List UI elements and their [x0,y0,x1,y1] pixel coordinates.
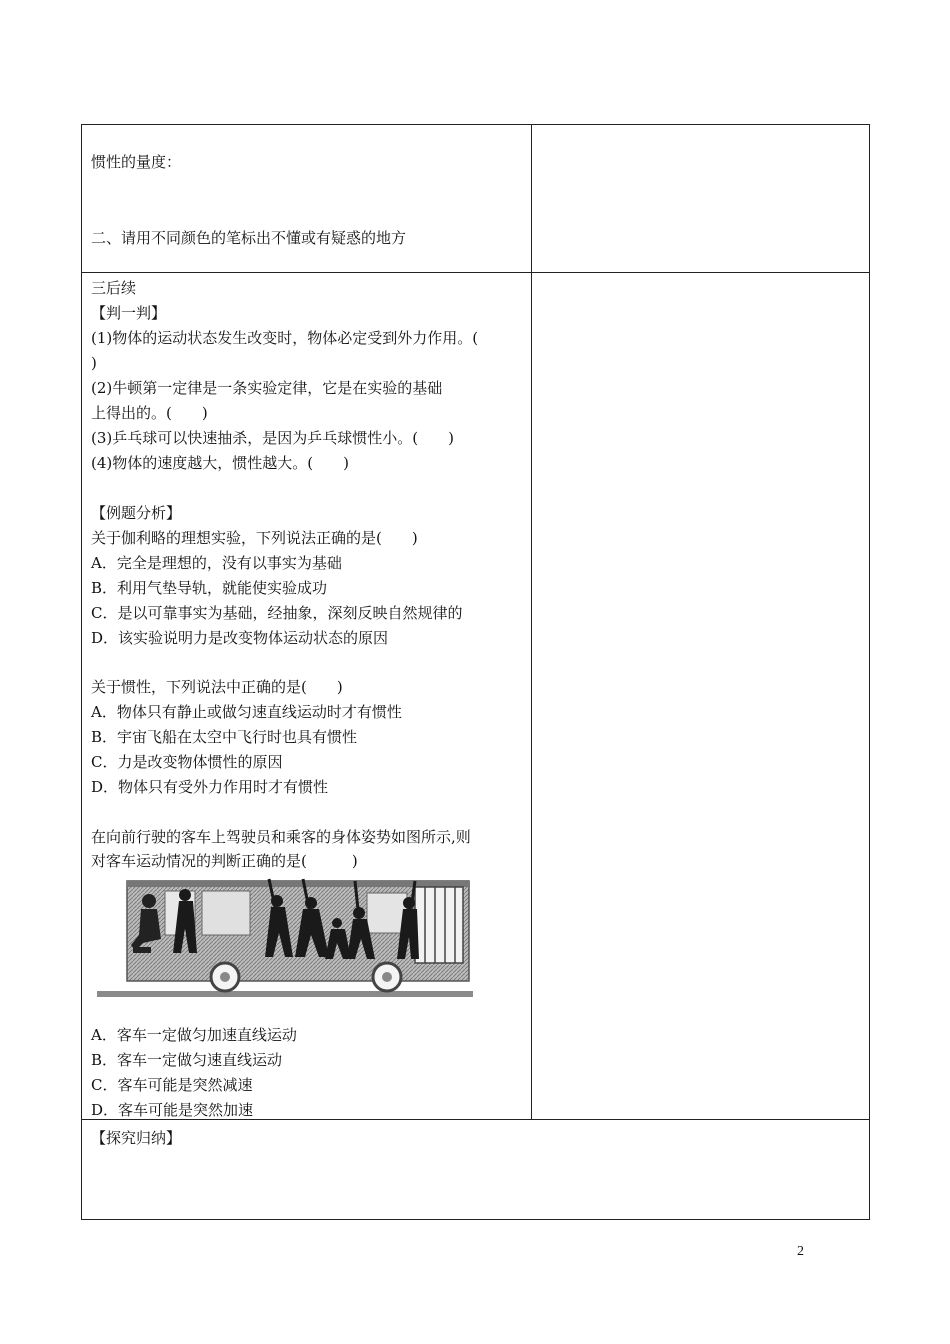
option: C．力是改变物体惯性的原因 [91,753,283,771]
option: D．该实验说明力是改变物体运动状态的原因 [91,629,389,647]
column-divider [531,124,532,1119]
option: D．物体只有受外力作用时才有惯性 [91,778,329,796]
row-divider-1 [81,272,870,273]
inertia-measure-text: 惯性的量度： [91,153,182,171]
option: A．物体只有静止或做匀速直线运动时才有惯性 [91,703,402,721]
option: B．客车一定做匀速直线运动 [91,1051,283,1069]
question-stem: 关于惯性，下列说法中正确的是( ) [91,678,343,696]
judge-line: (1)物体的运动状态发生改变时，物体必定受到外力作用。( [91,329,479,347]
option: D．客车可能是突然加速 [91,1101,254,1119]
example-heading: 【例题分析】 [91,504,182,522]
question-stem: 关于伽利略的理想实验，下列说法正确的是( ) [91,529,418,547]
option: A．客车一定做匀加速直线运动 [91,1026,297,1044]
judge-line: 上得出的。( ) [91,404,208,422]
option: B．宇宙飞船在太空中飞行时也具有惯性 [91,728,358,746]
judge-line: (4)物体的速度越大，惯性越大。( ) [91,454,349,472]
page-number: 2 [797,1244,804,1259]
judge-heading: 【判一判】 [91,304,167,322]
option: B．利用气垫导轨，就能使实验成功 [91,579,328,597]
judge-line: (3)乒乓球可以快速抽杀，是因为乒乓球惯性小。( ) [91,429,454,447]
explore-summary-heading: 【探究归纳】 [91,1129,182,1147]
judge-line: (2)牛顿第一定律是一条实验定律，它是在实验的基础 [91,379,443,397]
judge-line: ) [91,354,97,372]
mark-doubts-text: 二、请用不同颜色的笔标出不懂或有疑惑的地方 [91,229,407,247]
question-stem: 在向前行驶的客车上驾驶员和乘客的身体姿势如图所示,则 [91,828,471,846]
option: C．是以可靠事实为基础，经抽象，深刻反映自然规律的 [91,604,463,622]
question-stem: 对客车运动情况的判断正确的是( ) [91,852,358,870]
option: C．客车可能是突然减速 [91,1076,253,1094]
section-title: 三后续 [91,279,137,297]
option: A．完全是理想的，没有以事实为基础 [91,554,342,572]
bus-passengers-figure [97,873,473,1007]
